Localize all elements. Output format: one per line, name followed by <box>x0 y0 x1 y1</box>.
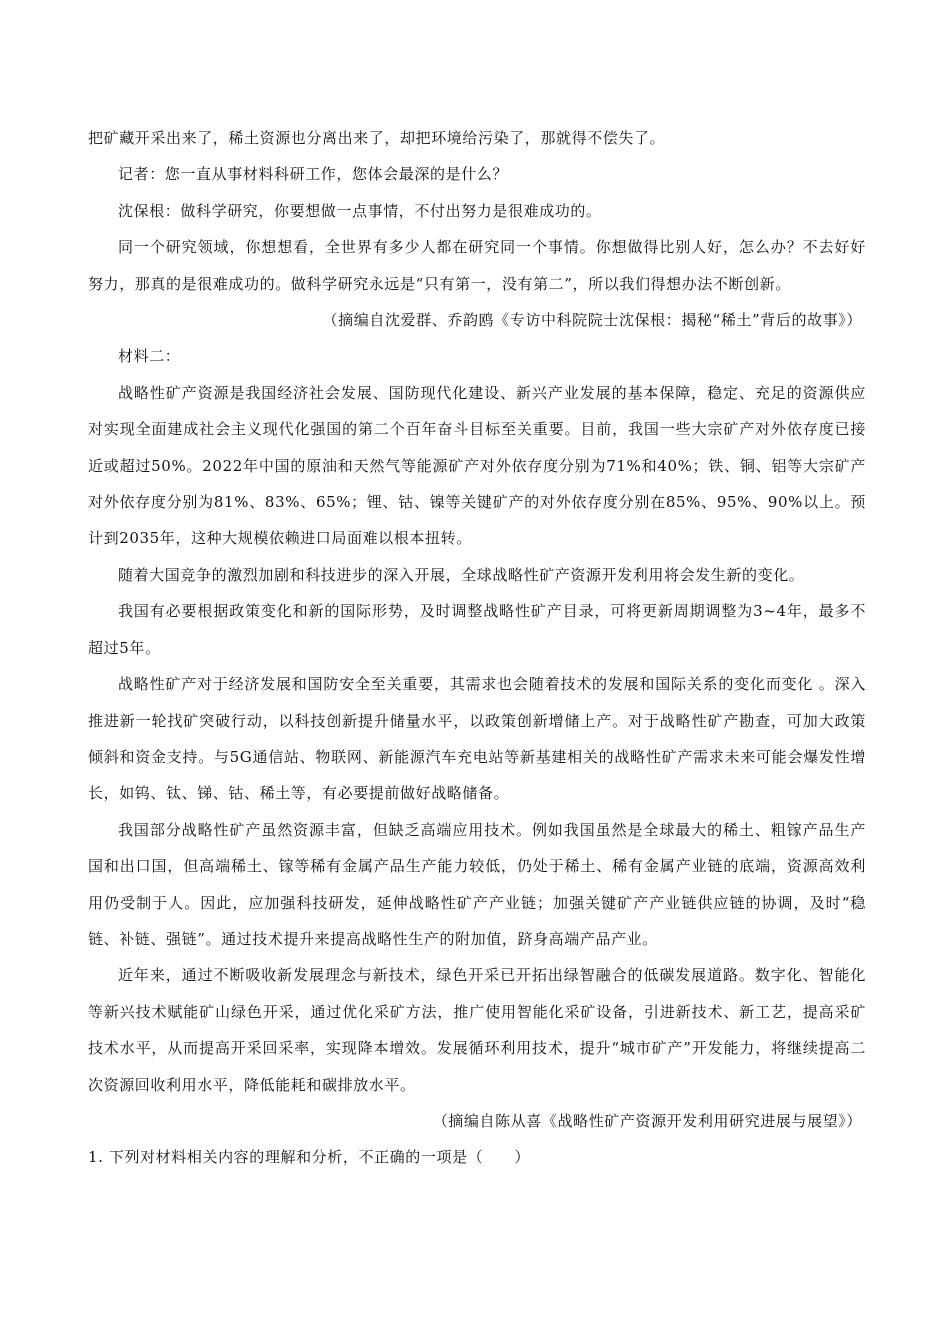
interviewee-answer: 沈保根：做科学研究，你要想做一点事情，不付出努力是很难成功的。 <box>118 201 602 220</box>
material-two-heading: 材料二： <box>118 347 181 366</box>
reporter-question: 记者：您一直从事材料科研工作，您体会最深的是什么？ <box>118 165 509 184</box>
answer-paragraph: 同一个研究领域，你想想看，全世界有多少人都在研究同一个事情。你想做得比别人好，怎么办？不去好好努力，那真的是很难成功的。做科学研究永远是“只有第一，没有第二”，所以我们得想办法不断创新。 <box>88 238 866 293</box>
question-1: 1. 下列对材料相关内容的理解和分析，不正确的一项是（ ） <box>88 1148 531 1167</box>
paragraph-continuation: 把矿藏开采出来了，稀土资源也分离出来了，却把环境给污染了，那就得不偿失了。 <box>88 129 666 147</box>
body-paragraph: 随着大国竞争的激烈加剧和科技进步的深入开展，全球战略性矿产资源开发利用将会发生新的变化。 <box>118 565 805 584</box>
body-paragraph: 我国有必要根据政策变化和新的国际形势，及时调整战略性矿产目录，可将更新周期调整为3~4年，最多不超过5年。 <box>88 602 866 657</box>
body-paragraph: 我国部分战略性矿产虽然资源丰富，但缺乏高端应用技术。例如我国虽然是全球最大的稀土、粗镓产品生产国和出口国，但高端稀土、镓等稀有金属产品生产能力较低，仍处于稀土、稀有金属产业链的底端，资源高效利用仍受制于人。因此，应加强科技研发，延伸战略性矿产产业链；加强关键矿产产业链供应链的协调，及时“稳链、补链、强链”。通过技术提升来提高战略性生产的附加值，跻身高端产品产业。 <box>88 820 866 948</box>
document-page <box>88 120 866 1176</box>
body-paragraph: 战略性矿产资源是我国经济社会发展、国防现代化建设、新兴产业发展的基本保障，稳定、充足的资源供应对实现全面建成社会主义现代化强国的第二个百年奋斗目标至关重要。目前，我国一些大宗矿产对外依存度已接近或超过50%。2022年中国的原油和天然气等能源矿产对外依存度分别为71%和40%；铁、铜、铝等大宗矿产对外依存度分别为81%、83%、65%；锂、钴、镍等关键矿产的对外依存度分别在85%、95%、90%以上。预计到2035年，这种大规模依赖进口局面难以根本扭转。 <box>88 383 866 548</box>
body-paragraph: 近年来，通过不断吸收新发展理念与新技术，绿色开采已开拓出绿智融合的低碳发展道路。数字化、智能化等新兴技术赋能矿山绿色开采，通过优化采矿方法，推广使用智能化采矿设备，引进新技术、新工艺，提高采矿技术水平，从而提高开采回采率，实现降本增效。发展循环利用技术，提升“城市矿产”开发能力，将继续提高二次资源回收利用水平，降低能耗和碳排放水平。 <box>88 966 866 1094</box>
source-citation-1: （摘编自沈爱群、乔韵鸥《专访中科院院士沈保根：揭秘“稀土”背后的故事》） <box>322 311 862 330</box>
source-citation-2: （摘编自陈从喜《战略性矿产资源开发利用研究进展与展望》） <box>432 1111 862 1130</box>
body-paragraph: 战略性矿产对于经济发展和国防安全至关重要，其需求也会随着技术的发展和国际关系的变化而变化 。深入推进新一轮找矿突破行动，以科技创新提升储量水平，以政策创新增储上产。对于战略性矿产勘查，可加大政策倾斜和资金支持。与5G通信站、物联网、新能源汽车充电站等新基建相关的战略性矿产需求未来可能会爆发性增长，如钨、钛、锑、钴、稀土等，有必要提前做好战略储备。 <box>88 675 866 803</box>
